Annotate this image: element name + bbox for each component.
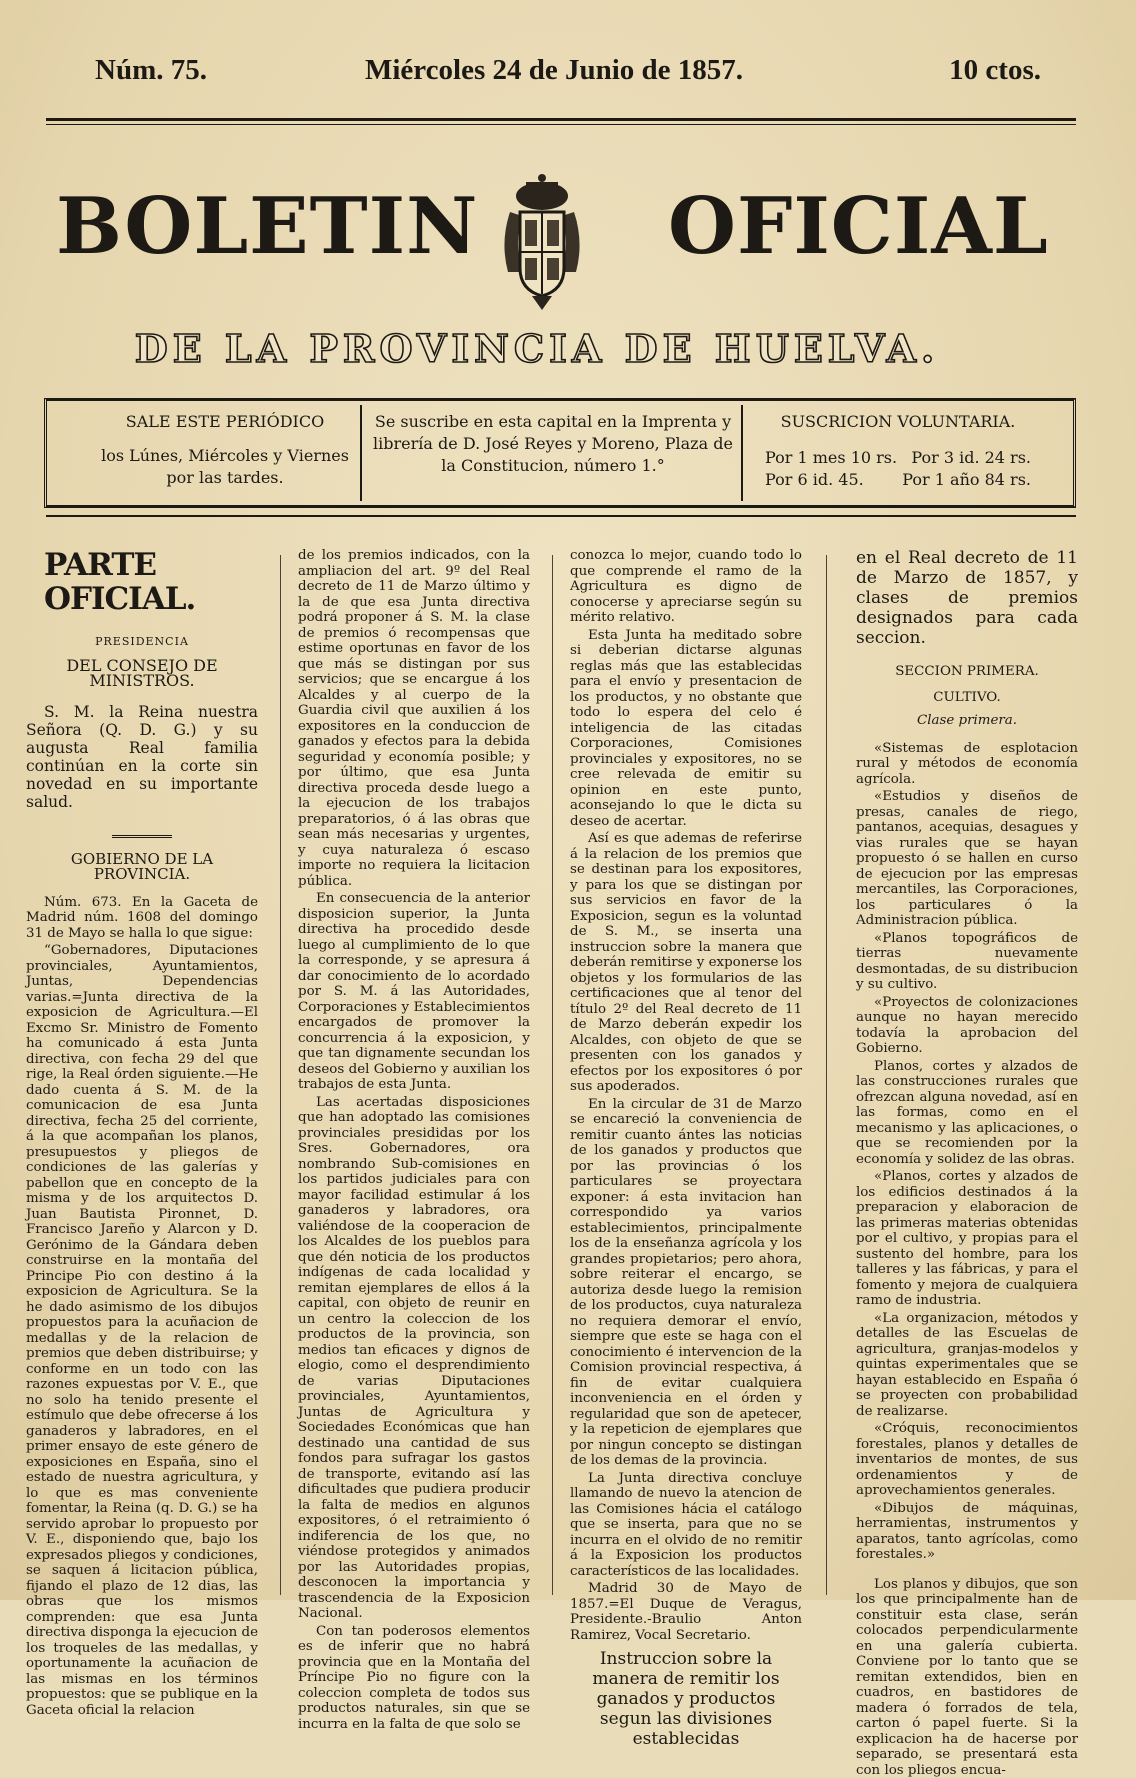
ornament-divider — [112, 835, 172, 838]
issue-price: 10 ctos. — [949, 54, 1041, 87]
list-item: «Sistemas de esplotacion rural y métodos de economía agrícola. — [856, 741, 1078, 788]
col1-paragraph-2: “Gobernadores, Diputaciones provinciales, Ayuntamientos, Juntas, Dependencias varias.=Junta directiva de la exposicion de Agricultura.—El Excmo Sr. Ministro de Fomento ha comunicado á esta Junta directiva, con fecha 29 del que rige, la Real órden siguiente.—He dado cuenta á S. M. de la comunicacion de esa Junta directiva, fecha 25 del corriente, á la que acompañan los planos, presupuestos y pliegos de condiciones de las galerías y pabellon que en concepto de la misma y de los arquitectos D. Juan Bautista Pironnet, D. Francisco Jareño y Alarcon y D. Gerónimo de la Gándara deben construirse en la montaña del Principe Pio con destino á la exposicion de Agricultura. Se la he dado asimismo de los dibujos propuestos para la acuñacion de medallas y de la relacion de premios que deben distribuirse; y conforme en un todo con las razones expuestas por V. E., que no solo ha tenido presente el estímulo que debe ofrecerse á los ganaderos y labradores, en el primer ensayo de este género de exposiciones en España, sino el estado de nuestra agricultura, y lo que es mas conveniente fomentar, la Reina (q. D. G.) se ha servido aprobar lo propuesto por V. E., disponiendo que, bajo los expresados pliegos y condiciones, se saquen á licitacion pública, fijando el plazo de 12 dias, las obras que los mismos comprenden: que esa Junta directiva disponga la ejecucion de los troqueles de las medallas, y oportunamente la acuñacion de las mismas en los términos propuestos: que se publique en la Gaceta oficial la relacion — [26, 943, 258, 1718]
column-1 — [26, 548, 258, 1600]
list-item: «Planos topográficos de tierras nuevamente desmontadas, de su distribucion y su cultivo. — [856, 931, 1078, 993]
col2-paragraph-3: Las acertadas disposiciones que han adoptado las comisiones provinciales presididas por los Sres. Gobernadores, ora nombrando Sub-comisiones en los partidos judiciales para con mayor facilidad estimular á los ganaderos y labradores, ora valiéndose de la cooperacion de los Alcaldes de los pueblos para que dén noticia de los productos indígenas de cada localidad y remitan ejemplares de ellos á la capital, con objeto de reunir en un centro la coleccion de los productos de la provincia, son medios tan eficaces y dignos de elogio, como el desprendimiento de varias Diputaciones provinciales, Ayuntamientos, Juntas de Agricultura y Sociedades Económicas que han destinado una cantidad de sus fondos para sufragar los gastos de transporte, evitando así las dificultades que pudiera producir la falta de medios en algunos expositores, ó el retraimiento ó indiferencia de los que, no viéndose protegidos y animados por las Autoridades propias, desconocen la importancia y trascendencia de la Exposicion Nacional. — [298, 1095, 530, 1622]
list-item: «Planos, cortes y alzados de los edificios destinados á la preparacion y elaboracion de las primeras materias obtenidas por el cultivo, y propias para el sustento del hombre, para los talleres y las fábricas, y para el fomento y mejora de cualquiera ramo de industria. — [856, 1169, 1078, 1309]
list-item: «Proyectos de colonizaciones aunque no hayan merecido todavía la aprobacion del Gobierno. — [856, 995, 1078, 1057]
rate-1: Por 1 mes 10 rs. — [765, 447, 897, 469]
instruccion-heading: Instruccion sobre la manera de remitir los ganados y productos segun las divisiones establecidas — [570, 1649, 802, 1749]
list-item: «Estudios y diseños de presas, canales de riego, pantanos, acequias, desagues y vias rurales que se hayan propuesto ó se hallen en curso de ejecucion por las empresas mercantiles, las Corporaciones, los particulares ó la Administracion pública. — [856, 789, 1078, 929]
col4-paragraph-last: Los planos y dibujos, que son los que principalmente han de constituir esta clase, serán colocados perpendicularmente en una galería cubierta. Conviene por lo tanto que se remitan extendidos, bien en cuadros, en bastidores de madera ó forrados de tela, carton ó papel fuerte. Si la explicacion ha de hacerse por separado, se presentará esta con los pliegos encua- — [856, 1577, 1078, 1778]
masthead-right: OFICIAL — [668, 188, 1049, 266]
col2-paragraph-1: de los premios indicados, con la ampliacion del art. 9º del Real decreto de 11 de Marzo último y la de que esa Junta directiva podrá proponer á S. M. la clase de premios ó recompensas que estime oportunas en favor de los que más se distingan por sus servicios; que se encargue á los Alcaldes y al cuerpo de la Guardia civil que auxilien á los expositores en la conduccion de ganados y efectos para la debida seguridad y economía posible; y por último, que esa Junta directiva proceda desde luego a la ejecucion de los trabajos preparatorios, ó á las obras que sean más necesarias y urgentes, y cuya naturaleza ó escaso importe no requiera la licitacion pública. — [298, 548, 530, 889]
royal-notice: S. M. la Reina nuestra Señora (Q. D. G.) y su augusta Real familia continúan en la corte sin novedad en su importante salud. — [26, 703, 258, 811]
rate-row-1 — [753, 447, 1043, 469]
list-item: «Dibujos de máquinas, herramientas, instrumentos y aparatos, tanto agrícolas, como forestales.» — [856, 1501, 1078, 1563]
rate-3: Por 6 id. 45. — [765, 469, 864, 491]
column-3 — [570, 548, 802, 1600]
col3-paragraph-3: Así es que ademas de referirse á la relacion de los premios que se destinan para los expositores, y para los que se distingan por sus servicios en favor de la Exposicion, segun es la voluntad de S. M., se inserta una instruccion sobre la manera que deberán remitirse y exponerse los objetos y los formularios de las certificaciones que al tenor del título 2º del Real decreto de 11 de Marzo deberán expedir los Alcaldes, con objeto de que se presenten con los ganados y efectos por los expositores ó por sus apoderados. — [570, 831, 802, 1095]
list-item: «La organizacion, métodos y detalles de las Escuelas de agricultura, granjas-modelos y quintas experimentales que se hayan establecido en España ó se proyecten con probabilidad de realizarse. — [856, 1311, 1078, 1420]
info-right — [753, 411, 1043, 515]
issue-number: Núm. 75. — [95, 54, 207, 87]
consejo-title: DEL CONSEJO DE MINISTROS. — [26, 658, 258, 689]
rate-2: Por 3 id. 24 rs. — [911, 447, 1031, 469]
list-item: «Cróquis, reconocimientos forestales, planos y detalles de inventarios de montes, de sus ordenamientos y de aprovechamientos generales. — [856, 1421, 1078, 1499]
info-divider-2 — [741, 405, 743, 501]
column-rule-1 — [280, 555, 281, 1595]
clase-title: Clase primera. — [856, 713, 1078, 729]
info-divider-1 — [360, 405, 362, 501]
issue-date: Miércoles 24 de Junio de 1857. — [365, 54, 743, 87]
presidencia-label: PRESIDENCIA — [26, 634, 258, 650]
column-2 — [298, 548, 530, 1600]
rate-4: Por 1 año 84 rs. — [902, 469, 1031, 491]
cultivo-title: CULTIVO. — [856, 690, 1078, 706]
col3-paragraph-1: conozca lo mejor, cuando todo lo que comprende el ramo de la Agricultura es digno de conocerse y apreciarse según su mérito relativo. — [570, 548, 802, 626]
column-rule-2 — [552, 555, 553, 1595]
list-item: Planos, cortes y alzados de las construcciones rurales que ofrezcan alguna novedad, así en las formas, como en el mecanismo y las aplicaciones, o que se recomienden por la economía y solidez de las obras. — [856, 1059, 1078, 1168]
info-box — [44, 398, 1076, 508]
info-left-title: SALE ESTE PERIÓDICO — [95, 411, 355, 433]
col2-paragraph-2: En consecuencia de la anterior disposicion superior, la Junta directiva ha procedido desde luego al cumplimiento de lo que la corresponde, y se apresura á dar conocimiento de lo acordado por S. M. á las Autoridades, Corporaciones y Establecimientos encargados de promover la concurrencia á la exposicion, y que tan dignamente secundan los deseos del Gobierno y auxilian los trabajos de esta Junta. — [298, 891, 530, 1093]
rate-row-2 — [753, 469, 1043, 491]
masthead-left: BOLETIN — [56, 188, 478, 266]
info-right-title: SUSCRICION VOLUNTARIA. — [753, 411, 1043, 433]
info-mid-body: Se suscribe en esta capital en la Imprenta y librería de D. José Reyes y Moreno, Plaza de la Constitucion, número 1.° — [373, 411, 733, 477]
col3-signature: Madrid 30 de Mayo de 1857.=El Duque de Veragus, Presidente.-Braulio Anton Ramirez, Vocal Secretario. — [570, 1581, 802, 1643]
top-rule — [46, 118, 1076, 121]
column-4 — [856, 548, 1078, 1600]
col3-paragraph-4: En la circular de 31 de Marzo se encareció la conveniencia de remitir cuanto ántes las noticias de los ganados y productos que por las provincias ó los particulares se proyectara exponer: á esta invitacion han correspondido ya varios establecimientos, principalmente los de la enseñanza agrícola y los grandes propietarios; pero ahora, sobre reiterar el encargo, se autoriza desde luego la remision de los productos, cuya naturaleza no requiera demorar el envío, siempre que este se haga con el conocimiento é intervencion de la Comision provincial respectiva, á fin de evitar cualquiera inconveniencia en el órden y regularidad que son de apetecer, y la repeticion de ejemplares que por ningun concepto se distingan de los demas de la provincia. — [570, 1097, 802, 1469]
masthead-subtitle: DE LA PROVINCIA DE HUELVA. — [122, 330, 952, 368]
section-title: PARTE OFICIAL. — [44, 548, 258, 616]
column-rule-3 — [826, 555, 827, 1595]
info-bottom-rule — [46, 515, 1076, 517]
col2-paragraph-4: Con tan poderosos elementos es de inferir que no habrá provincia que en la Montaña del Príncipe Pio no figure con la coleccion completa de todos sus productos naturales, sin que se incurra en la falta de que solo se — [298, 1624, 530, 1733]
gobierno-title: GOBIERNO DE LA PROVINCIA. — [26, 852, 258, 883]
col3-paragraph-2: Esta Junta ha meditado sobre si deberian dictarse algunas reglas más que las establecidas para el envío y presentacion de los productos, y no obstante que todo lo espera del celo é inteligencia de las citadas Corporaciones, Comisiones provinciales y expositores, no se cree relevada de emitir su opinion en este punto, aconsejando lo que le dicta su deseo de acertar. — [570, 628, 802, 830]
info-left-body: los Lúnes, Miércoles y Viernes por las tardes. — [95, 445, 355, 489]
col4-paragraph-1: en el Real decreto de 11 de Marzo de 1857, y clases de premios designados para cada seccion. — [856, 548, 1078, 648]
info-mid — [373, 411, 733, 515]
coat-of-arms-icon — [492, 172, 592, 314]
col3-paragraph-5: La Junta directiva concluye llamando de nuevo la atencion de las Comisiones hácia el catálogo que se inserta, para que no se incurra en el olvido de no remitir á la Exposicion los productos característicos de las localidades. — [570, 1471, 802, 1580]
seccion-title: SECCION PRIMERA. — [856, 664, 1078, 680]
top-rule-thin — [46, 124, 1076, 125]
issue-line — [95, 54, 1041, 94]
info-left — [95, 411, 355, 515]
col1-paragraph-1: Núm. 673. En la Gaceta de Madrid núm. 1608 del domingo 31 de Mayo se halla lo que sigue: — [26, 895, 258, 942]
